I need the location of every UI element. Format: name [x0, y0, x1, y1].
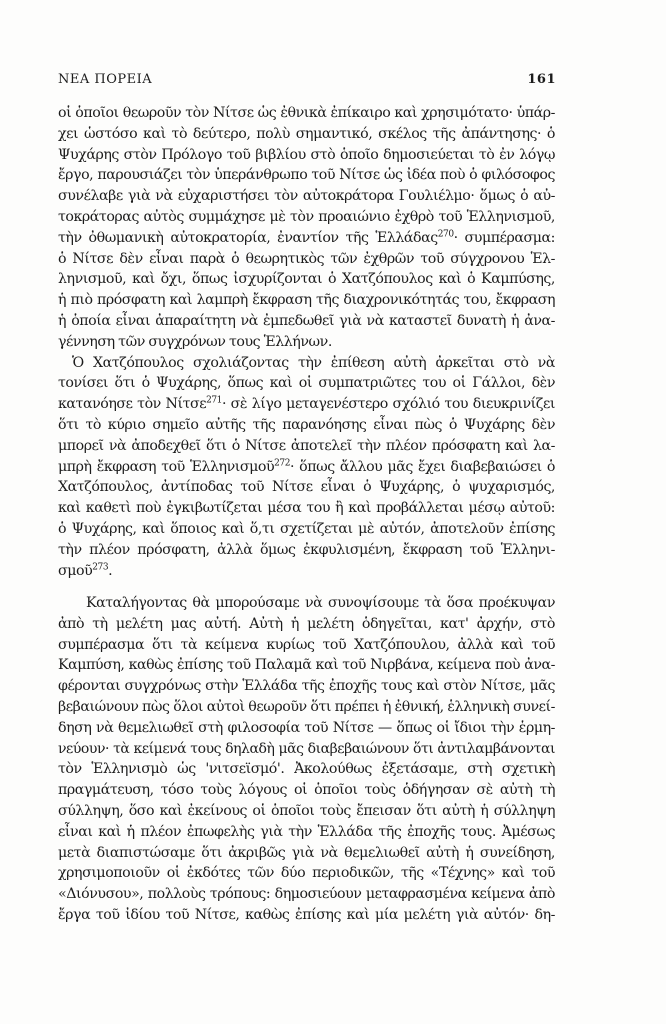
text-line: Χατζόπουλος, ἀντίποδας τοῦ Νίτσε εἶναι ὁ Ψυχάρης, ὁ ψυχαρισμός,: [58, 479, 555, 496]
text-line: βεβαιώνουν πὼς ὅλοι αὐτοὶ θεωροῦν ὅτι πρέπει ἡ ἐθνική, ἑλληνικὴ συνεί-: [58, 698, 555, 715]
text-fragment: μπρὴ ἔκφραση τοῦ Ἑλληνισμοῦ: [58, 458, 275, 475]
text-fragment: κατανόησε τὸν Νίτσε: [58, 396, 207, 413]
text-line: ληνισμοῦ, καὶ ὄχι, ὅπως ἰσχυρίζονται ὁ Χατζόπουλος καὶ ὁ Καμπύσης,: [58, 271, 555, 288]
footnote-ref: 271: [206, 395, 222, 406]
text-line: μπορεῖ νὰ ἀποδεχθεῖ ὅτι ὁ Νίτσε ἀποτελεῖ τὴν πλέον πρόσφατη καὶ λα-: [58, 437, 555, 454]
text-line: γέννηση τῶν συγχρόνων τους Ἑλλήνων.: [58, 333, 332, 350]
footnote-ref: 273: [92, 561, 109, 572]
text-line: [58, 457, 555, 478]
text-line: δηση νὰ θεμελιωθεῖ στὴ φιλοσοφία τοῦ Νίτσε — ὅπως οἱ ἴδιοι τὴν ἑρμη-: [58, 719, 555, 736]
text-line: φέρονται συγχρόνως στὴν Ἑλλάδα τῆς ἐποχῆς τους καὶ στὸν Νίτσε, μᾶς: [58, 678, 555, 695]
text-line: πραγμάτευση, τόσο τοὺς λόγους οἱ ὁποῖοι τοὺς ὁδήγησαν σὲ αὐτὴ τὴ: [58, 782, 555, 799]
text-line: [58, 394, 555, 415]
text-line: Ψυχάρης στὸν Πρόλογο τοῦ βιβλίου στὸ ὁποῖο δημοσιεύεται τὸ ἐν λόγῳ: [58, 146, 555, 163]
text-fragment: · σὲ λίγο μεταγενέστερο σχόλιό του διευκρινίζει: [221, 396, 555, 413]
text-line: καὶ καθετὶ ποὺ ἐγκιβωτίζεται μέσα του ἢ καὶ προβάλλεται μέσῳ αὐτοῦ:: [58, 500, 555, 517]
text-line: χρησιμοποιοῦν οἱ ἐκδότες τῶν δύο περιοδικῶν, τῆς «Τέχνης» καὶ τοῦ: [58, 865, 555, 882]
text-line: εἶναι καὶ ἡ πλέον ἐπωφελὴς γιὰ τὴν Ἑλλάδα τῆς ἐποχῆς τους. Ἀμέσως: [58, 823, 555, 840]
text-line: ἔργο, παρουσιάζει τὸν ὑπεράνθρωπο τοῦ Νίτσε ὡς ἰδέα ποὺ ὁ φιλόσοφος: [58, 167, 555, 184]
text-line: ἀπὸ τὴ μελέτη μας αὐτή. Αὐτὴ ἡ μελέτη ὁδηγεῖται, κατ' ἀρχήν, στὸ: [58, 615, 555, 632]
text-line: ἡ πιὸ πρόσφατη καὶ λαμπρὴ ἔκφραση τῆς διαχρονικότητάς του, ἔκφραση: [58, 292, 555, 309]
text-line: ὅτι τὸ κύριο σημεῖο αὐτῆς τῆς παρανόησης εἶναι πὼς ὁ Ψυχάρης δὲν: [58, 416, 555, 433]
text-line: ὁ Νίτσε δὲν εἶναι παρὰ ὁ θεωρητικὸς τῶν ἐχθρῶν τοῦ σύγχρονου Ἑλ-: [58, 250, 555, 267]
footnote-ref: 272: [274, 457, 290, 468]
text-line: οἱ ὁποῖοι θεωροῦν τὸν Νίτσε ὡς ἐθνικὰ ἐπίκαιρο καὶ χρησιμότατο· ὑπάρ-: [58, 105, 555, 121]
page-header: [58, 72, 556, 92]
text-fragment: σμοῦ: [58, 562, 93, 579]
body-text-upper: [58, 103, 555, 581]
text-fragment: · ὅπως ἄλλου μᾶς ἔχει διαβεβαιώσει ὁ: [290, 458, 555, 475]
running-title: ΝΕΑ ΠΟΡΕΙΑ: [58, 72, 153, 87]
text-line: Ὁ Χατζόπουλος σχολιάζοντας τὴν ἐπίθεση αὐτὴ ἀρκεῖται στὸ νὰ: [72, 354, 555, 371]
text-line: «Διόνυσου», πολλοὺς τρόπους: δημοσιεύουν μεταφρασμένα κείμενα ἀπὸ: [58, 886, 555, 903]
text-line: τοκράτορας αὐτὸς συμμάχησε μὲ τὸν προαιώνιο ἐχθρὸ τοῦ Ἑλληνισμοῦ,: [58, 208, 555, 225]
text-line: τὸν Ἑλληνισμὸ ὡς 'νιτσεϊσμό'. Ἀκολούθως ἐξετάσαμε, στὴ σχετικὴ: [58, 761, 555, 778]
text-line: συνέλαβε γιὰ νὰ εὐχαριστήσει τὸν αὐτοκράτορα Γουλιέλμο· ὅμως ὁ αὐ-: [58, 188, 555, 205]
text-fragment: .: [108, 562, 113, 579]
page-number: 161: [527, 72, 556, 87]
text-line: [58, 228, 555, 249]
text-line: ἔργα τοῦ ἰδίου τοῦ Νίτσε, καθὼς ἐπίσης καὶ μία μελέτη γιὰ αὐτόν· δη-: [58, 906, 555, 923]
text-line: ὁ Ψυχάρης, καὶ ὅποιος καὶ ὅ,τι σχετίζεται μὲ αὐτόν, ἀποτελοῦν ἐπίσης: [58, 520, 555, 537]
text-line: νεύουν· τὰ κείμενά τους δηλαδὴ μᾶς διαβεβαιώνουν ὅτι ἀντιλαμβάνονται: [58, 740, 555, 757]
text-line: τονίσει ὅτι ὁ Ψυχάρης, ὅπως καὶ οἱ συμπατριῶτες του οἱ Γάλλοι, δὲν: [58, 375, 555, 392]
text-line: συμπέρασμα ὅτι τὰ κείμενα κυρίως τοῦ Χατζόπουλου, ἀλλὰ καὶ τοῦ: [58, 636, 555, 653]
text-line: Καμπύση, καθὼς ἐπίσης τοῦ Παλαμᾶ καὶ τοῦ Νιρβάνα, κείμενα ποὺ ἀνα-: [58, 657, 555, 674]
text-line: χει ὡστόσο καὶ τὸ δεύτερο, πολὺ σημαντικό, σκέλος τῆς ἀπάντησης· ὁ: [58, 125, 555, 142]
text-fragment: τὴν ὀθωμανικὴ αὐτοκρατορία, ἐναντίον τῆς Ἑλλάδας: [58, 229, 438, 246]
text-fragment: · συμπέρασμα:: [453, 229, 555, 246]
text-line: Καταλήγοντας θὰ μπορούσαμε νὰ συνοψίσουμε τὰ ὅσα προέκυψαν: [86, 595, 555, 611]
body-text-lower: [58, 593, 555, 926]
text-line: μετὰ διαπιστώσαμε ὅτι ἀκριβῶς γιὰ νὰ θεμελιωθεῖ αὐτὴ ἡ συνείδηση,: [58, 844, 555, 861]
text-line: τὴν πλέον πρόσφατη, ἀλλὰ ὅμως ἐκφυλισμένη, ἔκφραση τοῦ Ἑλληνι-: [58, 541, 555, 558]
text-line: ἡ ὁποία εἶναι ἀπαραίτητη νὰ ἐμπεδωθεῖ γιὰ νὰ καταστεῖ δυνατὴ ἡ ἀνα-: [58, 312, 555, 329]
footnote-ref: 270: [437, 229, 454, 240]
text-line: [58, 561, 555, 582]
text-line: σύλληψη, ὅσο καὶ ἐκείνους οἱ ὁποῖοι τοὺς ἔπεισαν ὅτι αὐτὴ ἡ σύλληψη: [58, 802, 555, 819]
